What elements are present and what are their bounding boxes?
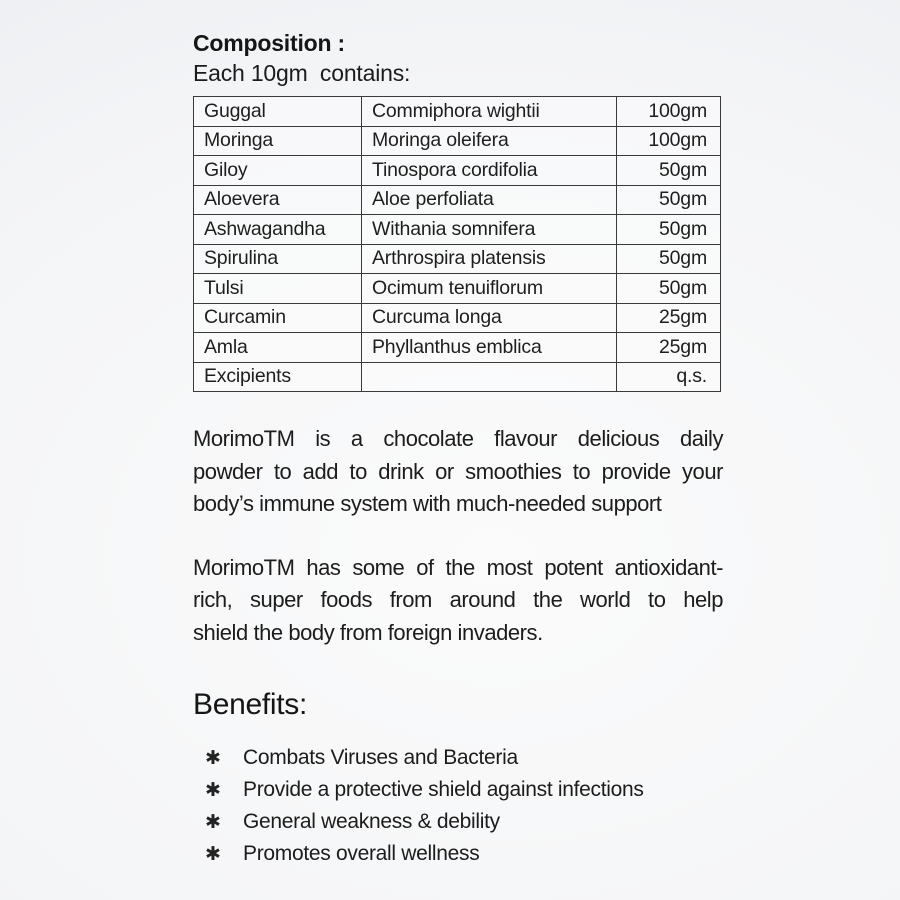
- quantity-cell: 50gm: [617, 185, 721, 215]
- asterisk-bullet-icon: ✱: [205, 748, 221, 769]
- quantity-cell: 50gm: [617, 215, 721, 245]
- paragraph-line: MorimoTM is a chocolate flavour delicious daily: [193, 426, 723, 451]
- benefit-item: [193, 742, 723, 774]
- benefit-item: [193, 774, 723, 806]
- ingredient-name-cell: Amla: [194, 333, 362, 363]
- table-row: [194, 97, 721, 127]
- paragraph-line: shield the body from foreign invaders.: [193, 619, 543, 645]
- ingredient-name-cell: Moringa: [194, 126, 362, 156]
- table-row: [194, 215, 721, 245]
- ingredient-name-cell: Ashwagandha: [194, 215, 362, 245]
- quantity-cell: 50gm: [617, 244, 721, 274]
- botanical-name-cell: Arthrospira platensis: [362, 244, 617, 274]
- ingredient-name-cell: Guggal: [194, 97, 362, 127]
- benefit-item-label: Provide a protective shield against infections: [243, 778, 644, 801]
- asterisk-bullet-icon: ✱: [205, 844, 221, 865]
- composition-table-body: [194, 97, 721, 392]
- ingredient-name-cell: Aloevera: [194, 185, 362, 215]
- ingredient-name-cell: Spirulina: [194, 244, 362, 274]
- quantity-cell: 25gm: [617, 333, 721, 363]
- ingredient-name-cell: Giloy: [194, 156, 362, 186]
- botanical-name-cell: Phyllanthus emblica: [362, 333, 617, 363]
- ingredient-name-cell: Excipients: [194, 362, 362, 392]
- description-paragraph-2: [193, 552, 723, 650]
- botanical-name-cell: Aloe perfoliata: [362, 185, 617, 215]
- table-row: [194, 126, 721, 156]
- table-row: [194, 303, 721, 333]
- botanical-name-cell: Moringa oleifera: [362, 126, 617, 156]
- quantity-cell: q.s.: [617, 362, 721, 392]
- asterisk-bullet-icon: ✱: [205, 812, 221, 833]
- benefit-item: [193, 838, 723, 870]
- quantity-cell: 50gm: [617, 274, 721, 304]
- benefits-list: [193, 742, 723, 870]
- quantity-cell: 25gm: [617, 303, 721, 333]
- benefits-heading: Benefits:: [193, 688, 308, 721]
- asterisk-bullet-icon: ✱: [205, 780, 221, 801]
- paragraph-line: powder to add to drink or smoothies to provide your: [193, 458, 723, 484]
- label-content: [193, 30, 723, 870]
- table-row: [194, 156, 721, 186]
- botanical-name-cell: Withania somnifera: [362, 215, 617, 245]
- botanical-name-cell: Ocimum tenuiflorum: [362, 274, 617, 304]
- composition-heading: Composition :: [193, 30, 345, 56]
- table-row: [194, 185, 721, 215]
- description-paragraph-1: [193, 423, 723, 521]
- paragraph-line: rich, super foods from around the world to help: [193, 587, 723, 612]
- benefit-item-label: Combats Viruses and Bacteria: [243, 746, 518, 769]
- benefit-item-label: General weakness & debility: [243, 810, 500, 833]
- table-row: [194, 362, 721, 392]
- composition-subheading: Each 10gm contains:: [193, 60, 411, 86]
- botanical-name-cell: Curcuma longa: [362, 303, 617, 333]
- paragraph-line: MorimoTM has some of the most potent antioxidant-: [193, 554, 723, 580]
- paragraph-line: body’s immune system with much-needed support: [193, 491, 662, 516]
- composition-table: [193, 96, 721, 392]
- quantity-cell: 100gm: [617, 97, 721, 127]
- quantity-cell: 50gm: [617, 156, 721, 186]
- benefit-item: [193, 806, 723, 838]
- table-row: [194, 274, 721, 304]
- ingredient-name-cell: Curcamin: [194, 303, 362, 333]
- table-row: [194, 333, 721, 363]
- botanical-name-cell: Commiphora wightii: [362, 97, 617, 127]
- quantity-cell: 100gm: [617, 126, 721, 156]
- botanical-name-cell: [362, 362, 617, 392]
- ingredient-name-cell: Tulsi: [194, 274, 362, 304]
- table-row: [194, 244, 721, 274]
- benefit-item-label: Promotes overall wellness: [243, 842, 480, 865]
- botanical-name-cell: Tinospora cordifolia: [362, 156, 617, 186]
